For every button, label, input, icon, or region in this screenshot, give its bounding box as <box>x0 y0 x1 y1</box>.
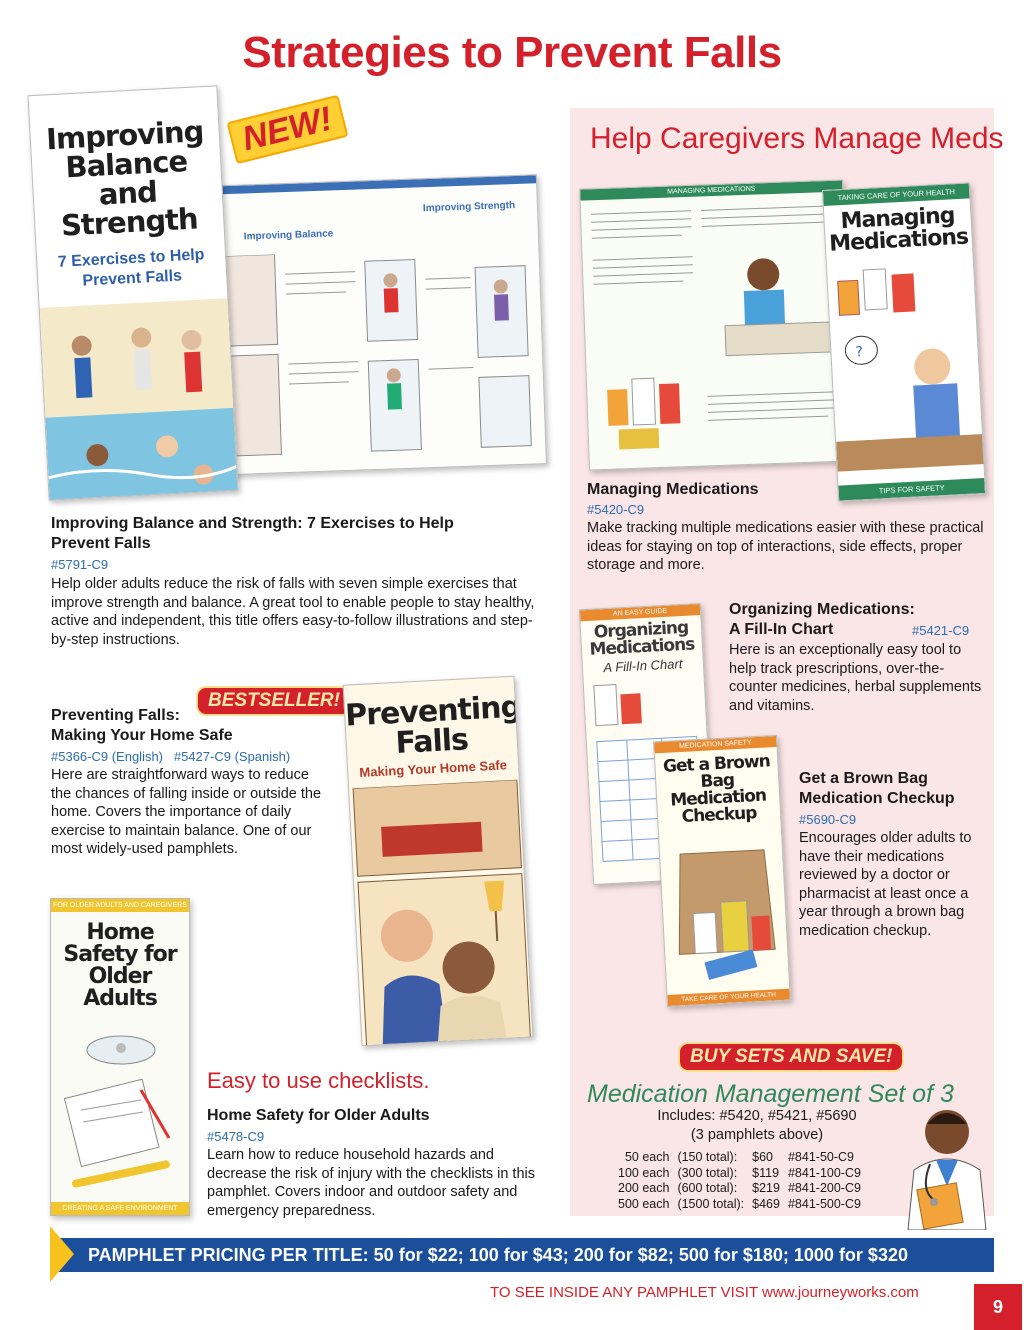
home-safety-cover-art <box>51 1020 190 1200</box>
balance-cover-art <box>40 298 239 501</box>
managing-cover[interactable] <box>822 182 986 501</box>
brown-bag-cover-art <box>659 829 791 995</box>
set-row-sku: #841-200-C9 <box>787 1181 861 1195</box>
page-title: Strategies to Prevent Falls <box>242 28 782 77</box>
set-row-sku: #841-500-C9 <box>787 1196 861 1211</box>
set-row-price: $219 <box>752 1181 780 1195</box>
preventing-sku-spanish[interactable]: #5427-C9 (Spanish) <box>173 749 291 764</box>
preventing-sku-row <box>51 748 290 766</box>
set-row-qty: 500 each <box>618 1196 670 1211</box>
set-row-qty: 100 each <box>618 1165 670 1180</box>
brown-bag-sku[interactable]: #5690-C9 <box>799 812 857 827</box>
organizing-sku[interactable]: #5421-C9 <box>912 623 970 638</box>
doctor-illustration <box>900 1090 994 1230</box>
footer-link[interactable]: TO SEE INSIDE ANY PAMPHLET VISIT www.journeyworks.com <box>490 1284 919 1301</box>
home-safety-cover-title: Home Safety for Older Adults <box>63 920 177 1011</box>
organizing-title <box>729 600 915 640</box>
balance-cover-title: Improving Balance and Strength <box>45 114 205 243</box>
managing-cover-top: TAKING CARE OF YOUR HEALTH <box>823 183 970 206</box>
balance-description: Help older adults reduce the risk of falls with seven simple exercises that improve strength and balance. A great tool to enable people to stay healthy, active and independent, this title offers easy-to-follow illustrations and step-by-step instructions. <box>51 576 535 648</box>
badge-buy-sets: BUY SETS AND SAVE! <box>678 1042 904 1072</box>
organizing-title-line1: Organizing Medications: <box>729 601 915 618</box>
brown-bag-cover-top: MEDICATION SAFETY <box>654 736 776 753</box>
inner-heading-strength: Improving Strength <box>422 200 516 215</box>
set-row-sku: #841-50-C9 <box>787 1150 854 1164</box>
home-safety-cover[interactable] <box>50 898 190 1216</box>
preventing-title <box>51 706 311 746</box>
organizing-cover-title: Organizing Medications <box>589 617 695 660</box>
managing-sku[interactable]: #5420-C9 <box>587 502 645 517</box>
arrow-right-icon <box>50 1226 74 1282</box>
set-row-total: (150 total): <box>677 1150 738 1164</box>
set-price-row[interactable] <box>614 1150 865 1166</box>
set-row-price: $469 <box>752 1196 780 1211</box>
set-row-total: (1500 total): <box>677 1196 745 1211</box>
preventing-sku-english[interactable]: #5366-C9 (English) <box>51 749 164 764</box>
home-safety-cover-bottom: CREATING A SAFE ENVIRONMENT <box>51 1202 189 1215</box>
managing-cover-bottom: TIPS FOR SAFETY <box>838 478 985 501</box>
set-row-total: (300 total): <box>677 1165 738 1180</box>
set-note: (3 pamphlets above) <box>690 1127 824 1143</box>
badge-new: NEW! <box>227 95 349 164</box>
home-safety-tagline: Easy to use checklists. <box>207 1068 430 1093</box>
set-title: Medication Management Set of 3 <box>587 1080 954 1108</box>
brown-bag-title <box>799 769 955 809</box>
preventing-description: Here are straightforward ways to reduce the chances of falling inside or outside the home. Covers the importance of daily exercise to maintain balance. One of our most widely-used pamphlets. <box>51 767 322 858</box>
managing-title: Managing Medications <box>587 481 759 498</box>
brown-bag-title-line2: Medication Checkup <box>799 790 955 807</box>
organizing-title-line2: A Fill-In Chart <box>729 621 834 638</box>
managing-inner-spread[interactable] <box>579 179 853 470</box>
organizing-description: Here is an exceptionally easy tool to help track prescriptions, over-the-counter medicines, herbal supplements and vitamins. <box>729 642 982 714</box>
set-price-row[interactable] <box>614 1197 865 1213</box>
set-includes-block <box>587 1107 927 1145</box>
set-row-price: $119 <box>752 1165 780 1180</box>
balance-sku[interactable]: #5791-C9 <box>51 557 109 572</box>
page-number: 9 <box>974 1284 1022 1330</box>
balance-title-line1: Improving Balance and Strength: 7 Exercises to Help <box>51 515 454 532</box>
set-row-sku: #841-100-C9 <box>787 1165 861 1180</box>
preventing-cover-art <box>349 780 533 1047</box>
set-price-row[interactable] <box>614 1166 865 1182</box>
exercise-illustrations <box>215 245 542 466</box>
organizing-cover-subtitle: A Fill-In Chart <box>603 656 683 676</box>
balance-cover[interactable] <box>28 85 239 500</box>
preventing-cover-title: Preventing Falls <box>344 689 522 762</box>
preventing-title-line1: Preventing Falls: <box>51 707 180 724</box>
set-row-qty: 200 each <box>618 1181 670 1195</box>
brown-bag-cover-bottom: TAKE CARE OF YOUR HEALTH <box>667 989 789 1006</box>
set-includes: Includes: #5420, #5421, #5690 <box>657 1108 857 1124</box>
svg-text:?: ? <box>855 344 864 361</box>
set-row-price: $60 <box>752 1150 774 1164</box>
balance-inner-spread[interactable] <box>201 174 547 476</box>
managing-cover-art <box>827 254 986 481</box>
home-safety-description: Learn how to reduce household hazards and decrease the risk of injury with the checklists in this pamphlet. Covers indoor and outdoor safety and emergency preparedness. <box>207 1147 535 1219</box>
preventing-title-line2: Making Your Home Safe <box>51 727 233 744</box>
set-row-qty: 50 each <box>624 1150 670 1164</box>
set-row-total: (600 total): <box>677 1181 738 1195</box>
managing-cover-title: Managing Medications <box>828 203 969 257</box>
brown-bag-cover-title: Get a Brown Bag Medication Checkup <box>662 751 771 828</box>
preventing-cover[interactable] <box>343 676 534 1047</box>
organizing-cover-top: AN EASY GUIDE <box>580 604 700 621</box>
managing-inner-heading: MANAGING MEDICATIONS <box>580 181 842 201</box>
pricing-bar: PAMPHLET PRICING PER TITLE: 50 for $22; 100 for $43; 200 for $82; 500 for $180; 1000 for $320 <box>50 1238 994 1272</box>
balance-cover-subtitle: 7 Exercises to Help Prevent Falls <box>57 246 205 290</box>
inner-heading-balance: Improving Balance <box>243 228 334 243</box>
set-price-table <box>614 1150 865 1212</box>
brown-bag-title-line1: Get a Brown Bag <box>799 770 928 787</box>
home-safety-title: Home Safety for Older Adults <box>207 1107 430 1124</box>
managing-description: Make tracking multiple medications easier with these practical ideas for staying on top of interactions, side effects, proper storage and more. <box>587 520 984 574</box>
balance-title-line2: Prevent Falls <box>51 535 151 552</box>
brown-bag-cover[interactable] <box>653 735 791 1007</box>
brown-bag-description: Encourages older adults to have their medications reviewed by a doctor or pharmacist at least once a year through a brown bag medication checkup. <box>799 830 972 939</box>
managing-inner-art <box>581 191 853 470</box>
home-safety-sku[interactable]: #5478-C9 <box>207 1129 265 1144</box>
balance-title <box>51 514 551 554</box>
preventing-cover-subtitle: Making Your Home Safe <box>359 757 508 780</box>
home-safety-cover-top: FOR OLDER ADULTS AND CAREGIVERS <box>51 899 189 912</box>
section-heading-meds: Help Caregivers Manage Meds <box>590 122 1004 155</box>
badge-bestseller: BESTSELLER! <box>196 686 352 716</box>
set-price-row[interactable] <box>614 1181 865 1197</box>
